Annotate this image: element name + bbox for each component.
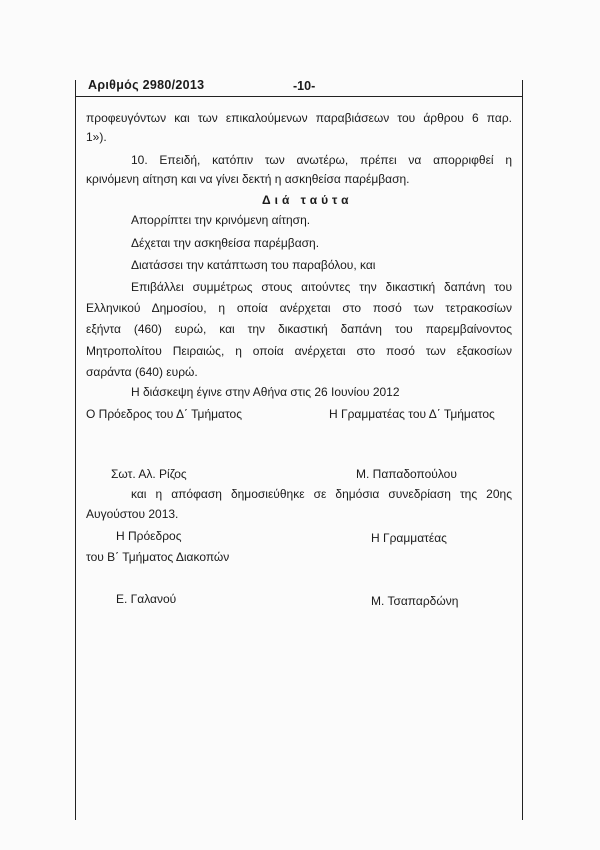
ruling-item: Απορρίπτει την κρινόμενη αίτηση.: [131, 213, 311, 227]
costs-line: σαράντα (640) ευρώ.: [86, 365, 198, 379]
president-title: Ο Πρόεδρος του Δ΄ Τμήματος: [86, 407, 243, 421]
page-frame: [75, 80, 523, 820]
page-number: -10-: [293, 79, 316, 93]
section-heading: Διά ταύτα: [262, 193, 353, 207]
secretary-title: Η Γραμματέας του Δ΄ Τμήματος: [329, 407, 495, 421]
secretary-name-2: Μ. Τσαπαρδώνη: [371, 594, 459, 608]
costs-line: Ελληνικού Δημοσίου, η οποία ανέρχεται στο ποσό των τετρακοσίων: [86, 301, 512, 315]
paragraph-10: 10. Επειδή, κατόπιν των ανωτέρω, πρέπει να απορριφθεί η: [131, 153, 512, 167]
publication-line: Αυγούστου 2013.: [86, 507, 179, 521]
body-line: προφευγόντων και των επικαλούμενων παραβιάσεων του άρθρου 6 παρ.: [86, 111, 512, 125]
header-rule: [75, 96, 522, 97]
president-title-2: Η Πρόεδρος: [116, 529, 182, 543]
president-name: Σωτ. Αλ. Ρίζος: [111, 467, 187, 481]
secretary-name: Μ. Παπαδοπούλου: [356, 467, 457, 481]
costs-line: Μητροπολίτου Πειραιώς, η οποία ανέρχεται στο ποσό των εξακοσίων: [86, 344, 512, 358]
case-number: Αριθμός 2980/2013: [88, 78, 205, 92]
secretary-title-2: Η Γραμματέας: [371, 531, 447, 545]
body-line: 1»).: [86, 130, 107, 144]
costs-line: εξήντα (460) ευρώ, και την δικαστική δαπάνη του παρεμβαίνοντος: [86, 322, 512, 336]
deliberation-line: Η διάσκεψη έγινε στην Αθήνα στις 26 Ιουνίου 2012: [131, 385, 400, 399]
ruling-item: Δέχεται την ασκηθείσα παρέμβαση.: [131, 236, 320, 250]
president-name-2: Ε. Γαλανού: [116, 592, 177, 606]
paragraph-10-cont: κρινόμενη αίτηση και να γίνει δεκτή η ασκηθείσα παρέμβαση.: [86, 172, 410, 186]
publication-line: και η απόφαση δημοσιεύθηκε σε δημόσια συνεδρίαση της 20ης: [131, 487, 512, 501]
costs-line: Επιβάλλει συμμέτρως στους αιτούντες την δικαστική δαπάνη του: [131, 280, 512, 294]
president-section-2: του Β΄ Τμήματος Διακοπών: [86, 550, 230, 564]
ruling-item: Διατάσσει την κατάπτωση του παραβόλου, και: [131, 258, 376, 272]
